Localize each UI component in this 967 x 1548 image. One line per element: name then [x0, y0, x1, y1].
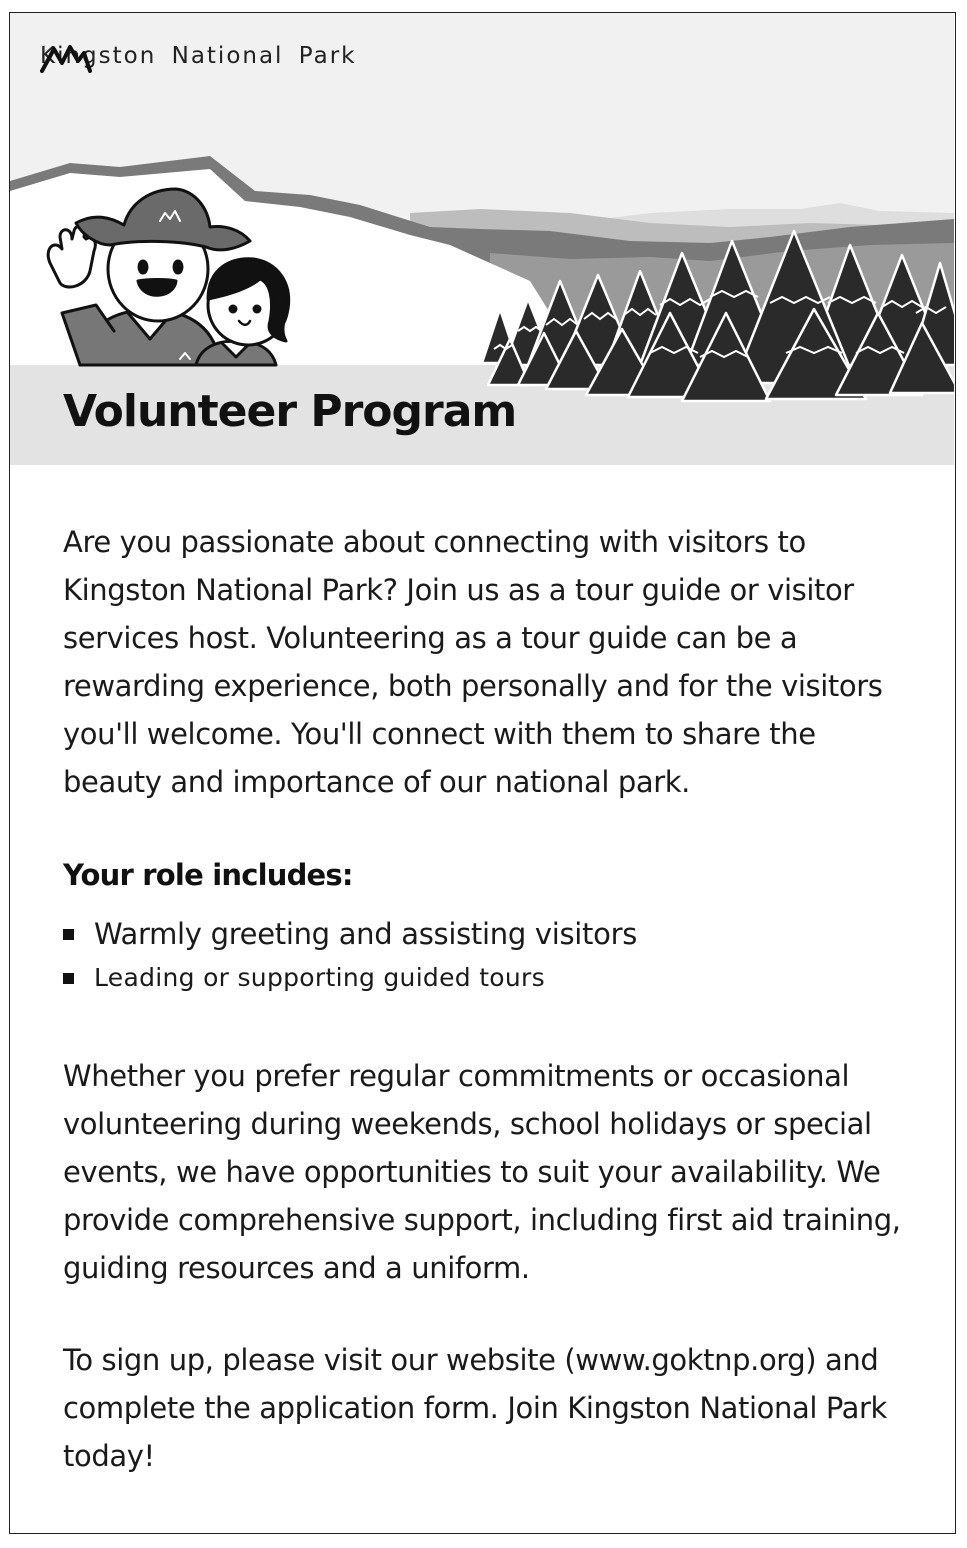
availability-paragraph: Whether you prefer regular commitments or occasional volunteering during weekends, school holidays or special events, we have opportunities to suit your availability. We provide comprehensive support, including first aid training, guiding resources and a uniform. [63, 1059, 901, 1285]
intro-paragraph: Are you passionate about connecting with visitors to Kingston National Park? Join us as a tour guide or visitor services host. Volunteering as a tour guide can be a rewarding experience, both personally and for the visitors you'll welcome. You'll connect with them to share the beauty and importance of our national park. [63, 525, 883, 799]
list-item-text: Warmly greeting and assisting visitors [94, 917, 637, 951]
notice-card [9, 12, 956, 1534]
brand-header [40, 43, 356, 69]
list-item [63, 956, 913, 1000]
notice-body [63, 518, 913, 1480]
bullet-icon [63, 929, 74, 940]
page-title: Volunteer Program [63, 386, 517, 437]
role-heading: Your role includes: [63, 858, 353, 892]
hero-banner [10, 13, 954, 465]
role-list [63, 912, 913, 1000]
mountain-logo-icon [40, 43, 92, 73]
list-item-text: Leading or supporting guided tours [94, 963, 545, 992]
bullet-icon [63, 973, 74, 984]
park-name: Kingston National Park [40, 43, 357, 69]
signup-paragraph: To sign up, please visit our website (www.goktnp.org) and complete the application form. Join Kingston National Park today! [63, 1343, 887, 1473]
list-item [63, 912, 913, 956]
